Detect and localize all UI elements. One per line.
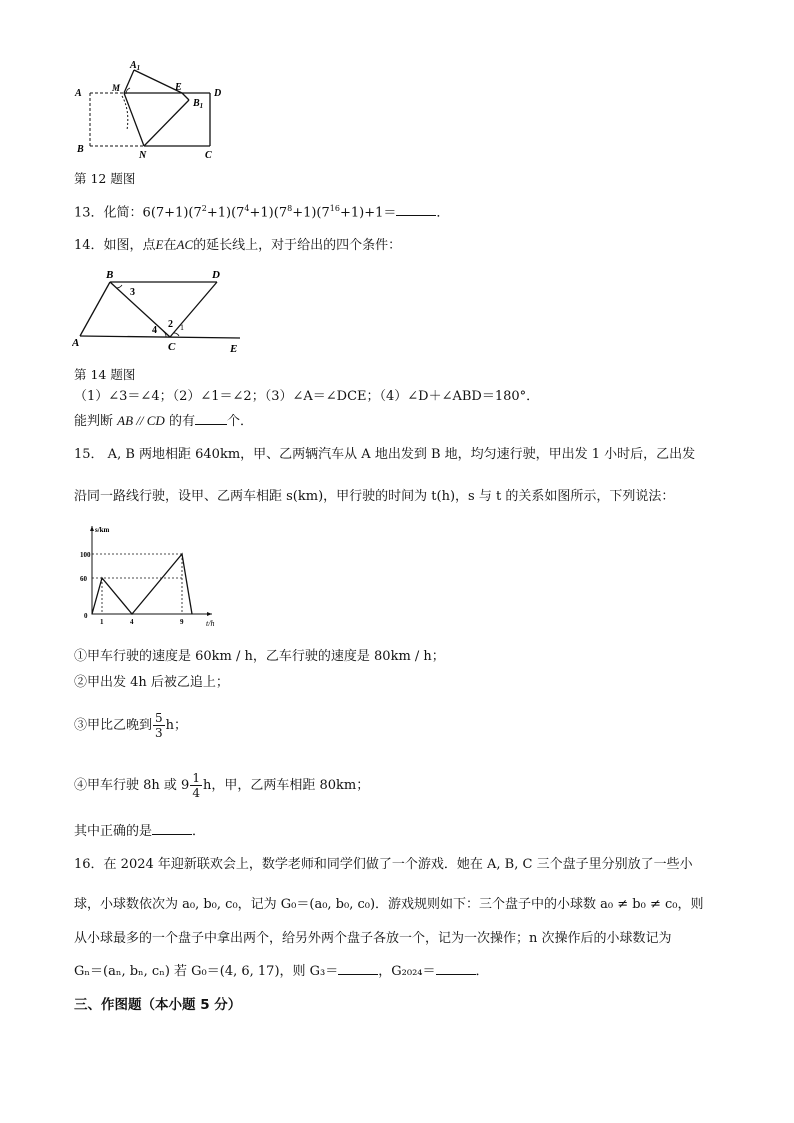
question-14	[74, 236, 401, 255]
x-tick-label: 4	[130, 618, 134, 626]
q14-judge	[74, 412, 253, 431]
q13-coefficient: 6	[142, 205, 151, 221]
q14-mid: 在	[163, 238, 177, 253]
q15-answer-end: ．	[192, 824, 206, 839]
x-tick-label: 1	[100, 618, 104, 626]
frac-num: 5	[155, 711, 163, 725]
label-E: E	[175, 82, 182, 93]
x-axis-label: t/h	[206, 619, 215, 628]
q14-line-ac: AC	[176, 237, 194, 252]
label-M: M	[112, 83, 121, 93]
label-A1: $A_1$	[130, 60, 141, 72]
q14-answer-blank[interactable]	[195, 412, 227, 425]
label-B: B	[77, 144, 84, 155]
q16-line2: 球，小球数依次为 a₀, b₀, c₀，记为 G₀＝(a₀, b₀, c₀)．游戏规则如下：三个盘子中的小球数 a₀ ≠ b₀ ≠ c₀，则	[74, 897, 704, 912]
label-N: N	[139, 150, 147, 161]
label-A: A	[72, 337, 80, 349]
y-tick-label: 100	[80, 551, 91, 559]
q15-answer-label: 其中正确的是	[74, 824, 153, 839]
q14-judge-prefix: 能判断	[74, 414, 114, 429]
q15-s3-suffix: h；	[165, 718, 188, 733]
q15-line2: 沿同一路线行驶，设甲、乙两车相距 s(km)，甲行驶的时间为 t(h)，s 与 t 的关系如图所示，下列说法：	[74, 489, 675, 504]
label-C: C	[205, 150, 212, 161]
q16-line1: 16．在 2024 年迎新联欢会上，数学老师和同学们做了一个游戏．她在 A, B, C 三个盘子里分别放了一些小	[74, 857, 693, 872]
angle-2: 2	[168, 319, 173, 330]
frac-den: 3	[155, 726, 163, 740]
q13-prefix: 13．化简：	[74, 205, 143, 221]
q15-answer-blank[interactable]	[152, 822, 192, 835]
figure-12	[72, 58, 232, 166]
label-B: B	[106, 269, 114, 281]
frac-num: 1	[192, 771, 200, 785]
label-B1: $B_1$	[193, 98, 204, 110]
data-point	[191, 613, 192, 614]
angle-1: 1	[180, 323, 184, 332]
q16-line3: 从小球最多的一个盘子中拿出两个，给另外两个盘子各放一个，记为一次操作；n 次操作后的小球数记为	[74, 931, 672, 946]
q16-g3-blank[interactable]	[338, 962, 378, 975]
y-axis-label: s/km	[95, 526, 110, 534]
y-tick-label: 60	[80, 575, 87, 583]
q16-line4-b: ，G₂₀₂₄＝	[378, 964, 436, 979]
q16-line4	[74, 962, 489, 981]
y-axis-arrow	[90, 526, 94, 531]
q16-g2024-blank[interactable]	[436, 962, 476, 975]
fraction-5-3	[153, 711, 165, 740]
fig12-caption: 第 12 题图	[74, 171, 136, 186]
label-A: A	[75, 88, 82, 99]
label-D: D	[212, 269, 220, 281]
q16-line4-end: ．	[475, 964, 489, 979]
figure-14	[72, 266, 252, 356]
data-point	[181, 553, 182, 554]
label-D: D	[214, 88, 222, 99]
fraction-1-4	[190, 771, 202, 800]
q15-statement-2: ②甲出发 4h 后被乙追上；	[74, 675, 229, 690]
x-axis-arrow	[207, 612, 212, 616]
label-E: E	[230, 343, 238, 355]
q14-tail: 的延长线上，对于给出的四个条件：	[193, 238, 402, 253]
q15-statement-4	[74, 770, 369, 802]
q15-s3-prefix: ③甲比乙晚到	[74, 718, 153, 733]
q13-answer-blank[interactable]	[396, 203, 436, 216]
q14-judge-expr: AB // CD	[117, 413, 165, 428]
q13-equals: ＝	[383, 205, 397, 221]
q14-judge-mid: 的有	[168, 414, 195, 429]
q14-point-e: E	[155, 237, 164, 252]
q16-line4-a: Gₙ＝(aₙ, bₙ, cₙ) 若 G₀＝(4, 6, 17)，则 G₃＝	[74, 964, 339, 979]
frac-den: 4	[192, 786, 200, 800]
q15-answer	[74, 822, 205, 841]
data-point	[91, 613, 92, 614]
fig14-caption: 第 14 题图	[74, 367, 136, 382]
angle-3: 3	[130, 287, 135, 298]
q15-statement-1: ①甲车行驶的速度是 60km / h，乙车行驶的速度是 80km / h；	[74, 649, 445, 664]
origin-label: 0	[84, 612, 88, 620]
q13-end: ．	[436, 205, 450, 221]
q15-statement-3	[74, 710, 187, 742]
q14-conditions: （1）∠3＝∠4；（2）∠1＝∠2；（3）∠A＝∠DCE；（4）∠D＋∠ABD＝180°．	[74, 389, 540, 404]
section-3-title: 三、作图题（本小题 5 分）	[74, 997, 242, 1013]
q14-text: 14．如图，点	[74, 238, 156, 253]
figure-15-chart	[78, 522, 228, 632]
q14-judge-end: 个．	[226, 414, 253, 429]
label-C: C	[168, 341, 176, 353]
data-point	[131, 613, 132, 614]
q15-s4-suffix: h，甲，乙两车相距 80km；	[202, 778, 370, 793]
q15-line1: 15． A, B 两地相距 640km，甲、乙两辆汽车从 A 地出发到 B 地，均匀速行驶，甲出发 1 小时后，乙出发	[74, 447, 696, 462]
question-13: 13．化简：$6(7+1)(7^2+1)(7^4+1)(7^8+1)(7^{16}+1)+1=$ ．	[74, 204, 450, 221]
x-tick-label: 9	[180, 618, 184, 626]
series-line	[92, 554, 192, 614]
data-point	[101, 577, 102, 578]
q15-s4-prefix: ④甲车行驶 8h 或 9	[74, 778, 190, 793]
angle-4: 4	[152, 325, 157, 336]
